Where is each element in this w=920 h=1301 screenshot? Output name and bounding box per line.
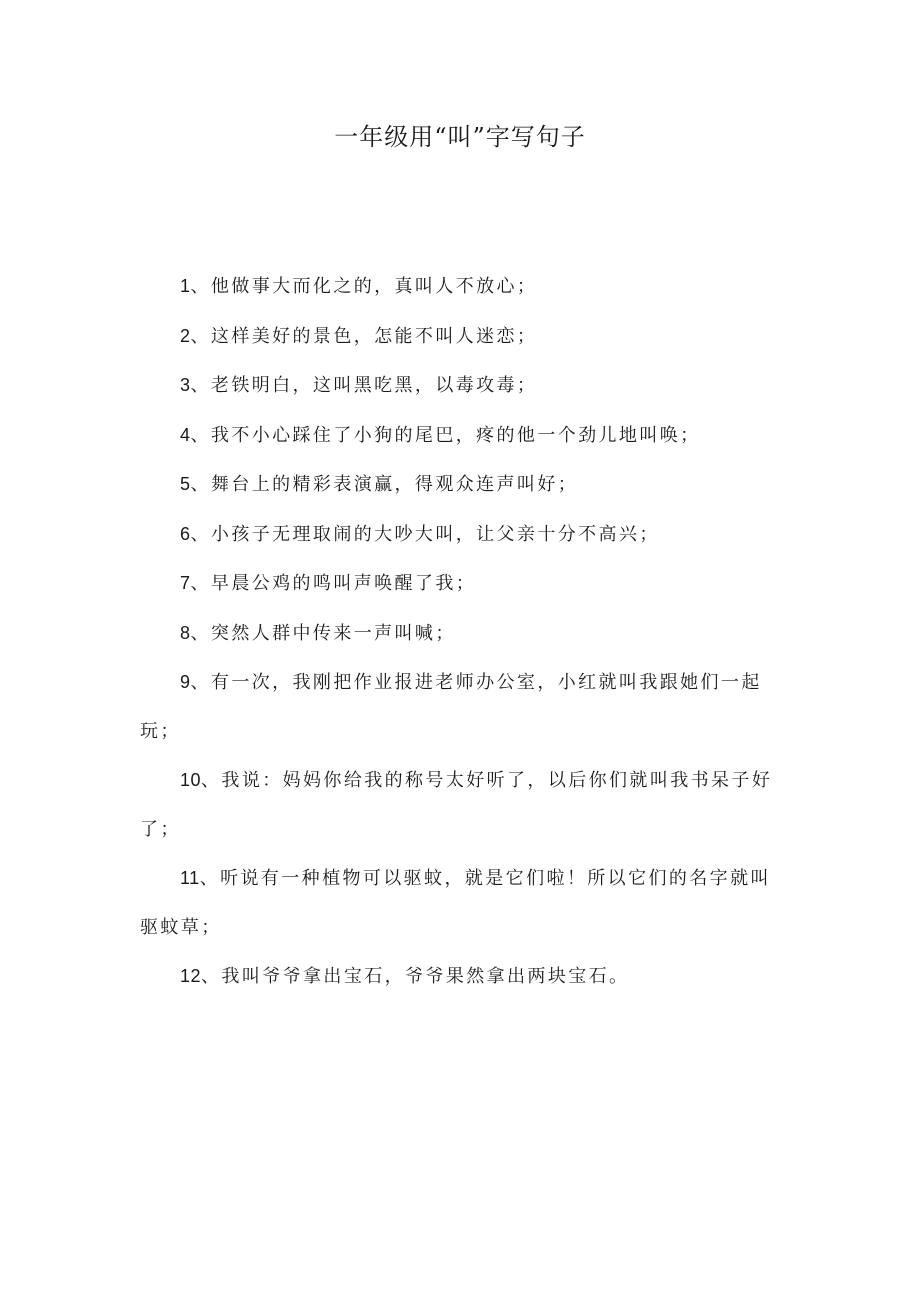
sentence-list [140, 262, 785, 1002]
item-text: 、我叫爷爷拿出宝石，爷爷果然拿出两块宝石。 [201, 966, 630, 987]
item-number: 2 [180, 325, 191, 346]
item-text: 、早晨公鸡的鸣叫声唤醒了我； [190, 573, 477, 594]
item-number: 10 [180, 770, 202, 790]
item-number: 12 [180, 966, 202, 986]
item-number: 9 [180, 672, 191, 692]
list-item [140, 952, 785, 1002]
item-text: 、突然人群中传来一声叫喊； [190, 622, 456, 644]
item-text: 、有一次，我刚把作业报进老师办公室，小红就叫我跟她们一起玩； [140, 672, 762, 742]
item-text: 、我说：妈妈你给我的称号太好听了，以后你们就叫我书呆子好了； [140, 770, 773, 840]
item-text: 、这样美好的景色，怎能不叫人迷恋； [190, 325, 538, 347]
item-text: 、老铁明白，这叫黑吃黑，以毒攻毒； [190, 375, 538, 396]
item-text: 、听说有一种植物可以驱蚊，就是它们啦！所以它们的名字就叫驱蚊草； [140, 868, 771, 938]
item-text: 、他做事大而化之的，真叫人不放心； [190, 276, 538, 297]
list-item [140, 658, 785, 756]
item-number: 1 [180, 276, 191, 296]
list-item [140, 460, 785, 510]
list-item [140, 609, 785, 659]
list-item [140, 756, 785, 854]
item-text: 、小孩子无理取闹的大吵大叫，让父亲十分不高兴； [190, 523, 660, 545]
list-item [140, 312, 785, 362]
document-title: 一年级用“叫”字写句子 [334, 123, 586, 151]
list-item [140, 510, 785, 560]
item-text: 、我不小心踩住了小狗的尾巴，疼的他一个劲儿地叫唤； [190, 424, 701, 446]
list-item [140, 411, 785, 461]
item-number: 5 [180, 474, 191, 494]
item-text: 、舞台上的精彩表演赢，得观众连声叫好； [190, 474, 579, 495]
item-number: 4 [180, 424, 191, 445]
list-item [140, 262, 785, 312]
list-item [140, 361, 785, 411]
list-item [140, 854, 785, 952]
item-number: 11 [180, 868, 200, 888]
item-number: 8 [180, 622, 191, 643]
item-number: 6 [180, 523, 191, 544]
item-number: 7 [180, 573, 191, 593]
item-number: 3 [180, 375, 191, 395]
list-item [140, 559, 785, 609]
